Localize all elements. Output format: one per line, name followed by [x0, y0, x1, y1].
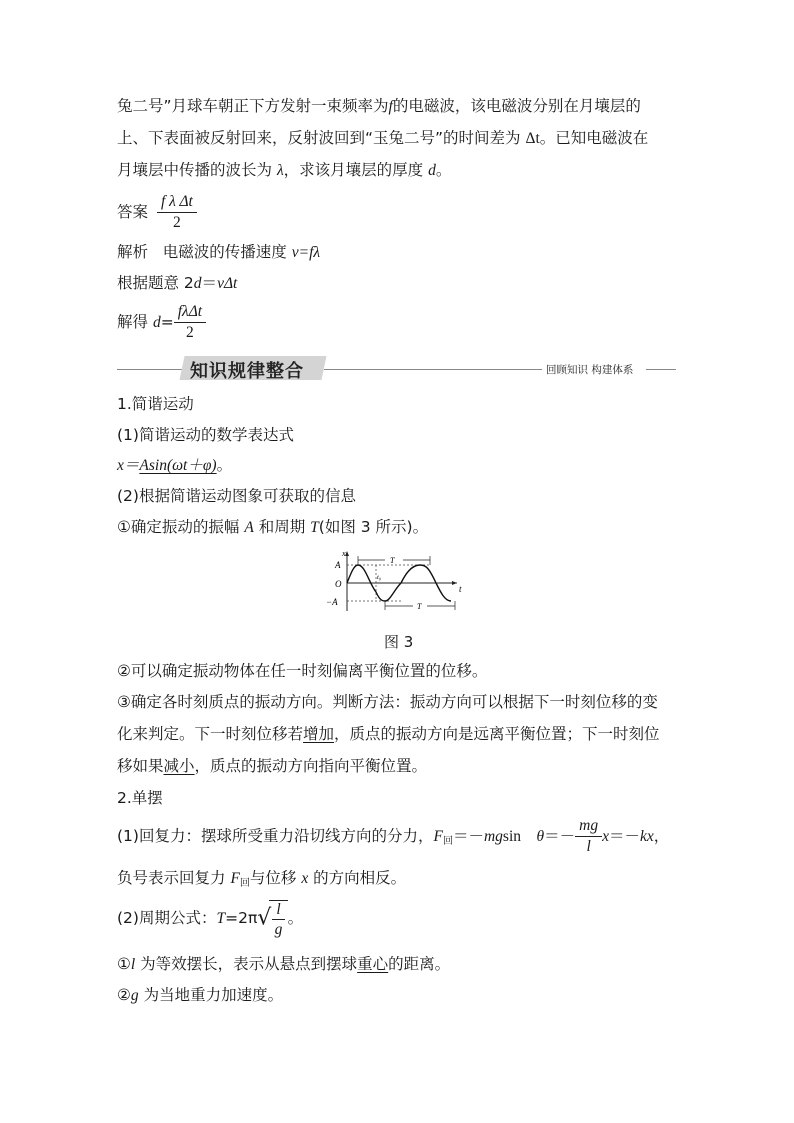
answer-label: 答案: [117, 203, 149, 221]
section2-title: 2.单摆: [117, 789, 163, 807]
t0-label: t₀: [377, 574, 382, 581]
section2-p1: (1)回复力：摆球所受重力沿切线方向的分力，$F_回=-mgsin$ θ＝－ $\frac{mg}{l}$ x＝－kx，: [117, 817, 670, 855]
t-axis-arrow: [452, 581, 457, 585]
section1-title: 1.简谐运动: [117, 395, 194, 413]
t-axis-label: t: [459, 584, 462, 594]
section1-p5: ③确定各时刻质点的振动方向。判断方法：振动方向可以根据下一时刻位移的变: [117, 693, 658, 711]
section2-p3: (2)周期公式：T=2π√ $\frac{l}{g}$ 。: [117, 896, 303, 941]
x-axis-label: x: [342, 549, 346, 558]
section-banner-subtitle: 回顾知识 构建体系: [546, 364, 634, 376]
banner-rule-right: [646, 369, 676, 370]
section1-expression: x＝Asin(ωt＋φ)。: [117, 456, 233, 474]
section1-p1: (1)简谐运动的数学表达式: [117, 426, 294, 444]
mg-over-l-fraction: $\frac{mg}{l}$: [575, 817, 602, 856]
answer-row: [117, 192, 197, 232]
analysis-line-3: 解得 d= $\frac{\text{fλΔt}}{2}$: [117, 302, 206, 343]
section1-p4: ②可以确定振动物体在任一时刻偏离平衡位置的位移。: [117, 662, 488, 680]
problem-line-1: 兔二号”月球车朝正下方发射一束频率为f的电磁波，该电磁波分别在月壤层的: [117, 97, 641, 115]
section2-p5: ②g 为当地重力加速度。: [117, 986, 284, 1004]
problem-line-3: 月壤层中传播的波长为 λ，求该月壤层的厚度 d。: [117, 161, 452, 179]
sine-wave-figure: [325, 548, 465, 618]
x-axis-arrow: [345, 551, 349, 556]
answer-fraction: $\frac{\text{f λ Δt}}{2}$: [157, 193, 197, 232]
figure-caption: 图 3: [384, 633, 414, 651]
analysis-line-1: 解析 电磁波的传播速度 v=fλ: [117, 243, 321, 261]
sqrt-l-over-g: √ $\frac{l}{g}$: [257, 896, 287, 941]
result-fraction: $\frac{\text{fλΔt}}{2}$: [174, 303, 206, 342]
amplitude-label: A: [335, 560, 341, 570]
section2-p2: 负号表示回复力 $F_回$与位移 x 的方向相反。: [117, 869, 407, 889]
analysis-line-2: 根据题意 2d＝vΔt: [117, 274, 238, 292]
section2-p4: ①l 为等效摆长，表示从悬点到摆球重心的距离。: [117, 955, 451, 973]
section1-p7: 移如果减小，质点的振动方向指向平衡位置。: [117, 757, 428, 775]
period-label-bottom: T: [417, 602, 422, 611]
problem-line-2: 上、下表面被反射回来，反射波回到“玉兔二号”的时间差为 Δt。已知电磁波在: [117, 129, 649, 147]
banner-rule-left: [117, 369, 187, 370]
period-label-top: T: [390, 556, 395, 565]
section1-p2: (2)根据简谐运动图象可获取的信息: [117, 487, 356, 505]
origin-label: O: [335, 579, 342, 589]
section1-p3: ①确定振动的振幅 A 和周期 T(如图 3 所示)。: [117, 518, 429, 536]
negative-amplitude-label: −A: [326, 597, 338, 607]
section-banner-title: 知识规律整合: [190, 361, 304, 382]
section1-p6: 化来判定。下一时刻位移若增加，质点的振动方向是远离平衡位置；下一时刻位: [117, 725, 660, 743]
banner-rule-middle: [324, 369, 542, 370]
